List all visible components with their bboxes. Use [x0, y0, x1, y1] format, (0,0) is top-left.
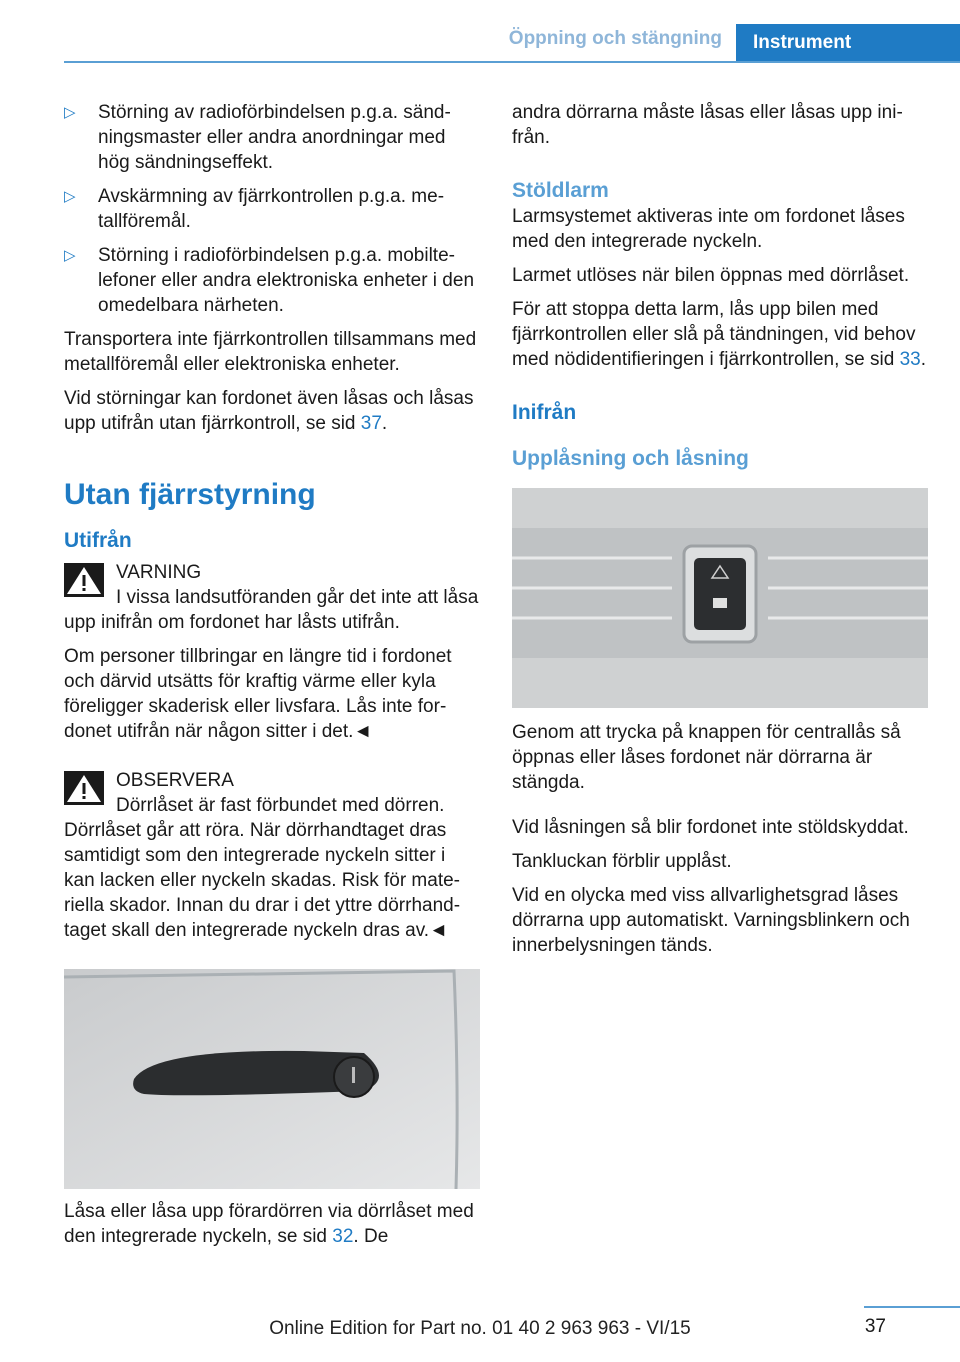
figure-caption: Låsa eller låsa upp förardörren via dörrlåset med den integrerade nyckeln, se sid 32. De: [64, 1201, 474, 1247]
edition-footer: Online Edition for Part no. 01 40 2 963 963 - VI/15: [269, 1318, 691, 1339]
notice-text: Dörrlåset är fast förbundet med dörren. Dörrlåset går att röra. När dörrhandtaget dras samtidigt som den integrerade nyckeln sitter i kan lacken eller nyckeln skadas. Risk för materiella skador. Innan du drar i det yttre dörrhandtaget skall den integrerade nyckeln dras av.◄: [64, 795, 461, 941]
paragraph: Genom att trycka på knappen för centrallås så öppnas eller låses fordonet när dörrarna är stängda.: [512, 722, 901, 793]
triangle-bullet-icon: ▷: [64, 247, 76, 264]
notice-label: OBSERVERA: [116, 770, 234, 791]
triangle-bullet-icon: ▷: [64, 104, 76, 121]
subsection-heading: Stöldlarm: [512, 179, 609, 202]
paragraph: Tankluckan förblir upplåst.: [512, 851, 732, 872]
page-link[interactable]: 32: [332, 1226, 354, 1247]
paragraph: Vid en olycka med viss allvarlighetsgrad låses dörrarna upp automatiskt. Varningsblinkern och innerbelysningen tänds.: [512, 885, 910, 956]
paragraph: För att stoppa detta larm, lås upp bilen med fjärrkontrollen eller slå på tändningen, vid behov med nödidentifieringen i fjärrkontrollen, se sid 33.: [512, 299, 927, 370]
footer-rule: [864, 1306, 960, 1308]
paragraph: Larmet utlöses när bilen öppnas med dörrlåset.: [512, 265, 910, 286]
section-heading: Utan fjärrstyrning: [64, 478, 316, 511]
warning-triangle-icon: [64, 563, 104, 597]
paragraph: Vid störningar kan fordonet även låsas och låsas upp utifrån utan fjärrkontroll, se sid 37.: [64, 388, 474, 434]
triangle-bullet-icon: ▷: [64, 188, 76, 205]
list-item: ▷ Störning av radioförbindelsen p.g.a. sändningsmaster eller andra anordningar med hög sändningseffekt.: [64, 102, 451, 173]
paragraph: andra dörrarna måste låsas eller låsas upp inifrån.: [512, 102, 903, 148]
page-link[interactable]: 33: [899, 349, 921, 370]
right-column: [512, 100, 932, 967]
header-rule: [64, 61, 960, 63]
central-lock-button-image: [512, 488, 928, 708]
door-handle-image: [64, 969, 480, 1189]
chapter-tab[interactable]: Instrument: [736, 24, 960, 61]
subsection-heading: Inifrån: [512, 401, 577, 424]
page-link[interactable]: 37: [360, 413, 382, 434]
paragraph: Transportera inte fjärrkontrollen tillsammans med metallföremål eller elektroniska enheter.: [64, 329, 477, 375]
warning-text: I vissa landsutföranden går det inte att låsa upp inifrån om fordonet har låsts utifrån.: [64, 587, 479, 633]
page-number: 37: [864, 1316, 886, 1337]
warning-text-2: Om personer tillbringar en längre tid i fordonet och därvid utsätts för kraftig värme eller kyla föreligger skaderisk eller livsfara. Lås inte fordonet utifrån när någon sitter i det.◄: [64, 646, 452, 742]
warning-box: [64, 560, 480, 585]
section-tab[interactable]: Öppning och stängning: [508, 28, 722, 49]
list-item: ▷ Avskärmning av fjärrkontrollen p.g.a. metallföremål.: [64, 186, 445, 232]
warning-label: VARNING: [116, 562, 202, 583]
left-column: [64, 100, 480, 1258]
paragraph: Larmsystemet aktiveras inte om fordonet låses med den integrerade nyckeln.: [512, 206, 905, 252]
list-item: ▷ Störning i radioförbindelsen p.g.a. mobiltelefoner eller andra elektroniska enheter i den omedelbara närheten.: [64, 245, 475, 316]
paragraph: Vid låsningen så blir fordonet inte stöldskyddat.: [512, 817, 909, 838]
subsection-heading: Upplåsning och låsning: [512, 447, 749, 470]
warning-triangle-icon: [64, 771, 104, 805]
notice-box: [64, 768, 480, 793]
subsection-heading: Utifrån: [64, 529, 132, 552]
